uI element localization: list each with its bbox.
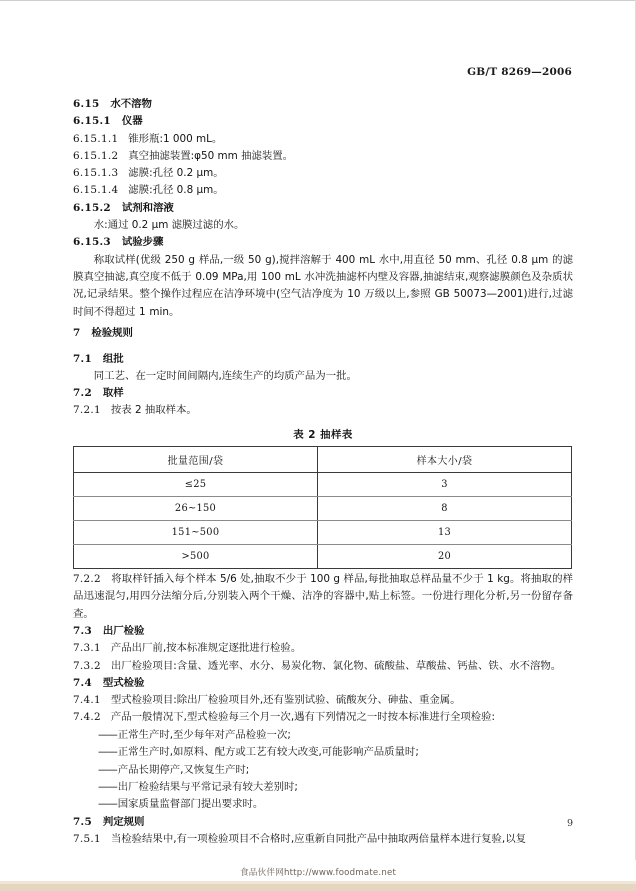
clause-number: 6.15.1.4 [73, 184, 119, 197]
section-heading-6-15 [73, 96, 573, 113]
list-item-label: 产品长期停产,又恢复生产时; [117, 763, 250, 776]
em-dash-marker: —— [98, 746, 117, 759]
clause-7-2-2 [73, 571, 573, 623]
clause-7-5-1 [73, 831, 573, 848]
clause-6-15-3-body: 称取试样(优级 250 g 样品,一级 50 g),搅拌溶解于 400 mL 水中,用直径 50 mm、孔径 0.8 μm 的滤膜真空抽滤,真空度不低于 0.09 MPa,用 100 mL 水冲洗抽滤杯内壁及容器,抽滤结束,观察滤膜颜色及杂质状况,记录结果。整个操作过程应在洁净环境中(空气洁净度为 10 万级以上,参照 GB 50073—2001)进行,过滤时间不得超过 1 min。 [73, 253, 573, 318]
clause-6-15-1-1 [73, 131, 573, 148]
page-header-standard-code: GB/T 8269—2006 [467, 66, 572, 78]
section-title: 水不溶物 [110, 98, 152, 110]
section-number: 6.15 [73, 98, 100, 110]
section-number: 6.15.2 [73, 201, 111, 214]
section-title: 试验步骤 [121, 236, 164, 249]
clause-number: 6.15.1.2 [73, 149, 119, 162]
clause-7-2-1 [73, 402, 573, 419]
table-row [74, 520, 572, 544]
cell-batch-range: ≤25 [74, 472, 318, 496]
section-heading-7-2 [73, 385, 573, 402]
list-item-label: 出厂检验结果与平常记录有较大差别时; [117, 781, 298, 793]
page-edge-top [0, 0, 636, 1]
column-header-batch-range: 批量范围/袋 [74, 446, 318, 472]
list-item-label: 正常生产时,至少每年对产品检验一次; [117, 728, 291, 741]
table-caption: 表 2 抽样表 [293, 428, 353, 441]
page-number: 9 [566, 818, 573, 829]
em-dash-marker: —— [98, 763, 117, 776]
clause-6-15-2-body: 水:通过 0.2 μm 滤膜过滤的水。 [93, 219, 245, 232]
document-content [73, 96, 573, 848]
section-number: 7.1 [73, 352, 92, 365]
em-dash-marker: —— [98, 781, 117, 793]
em-dash-marker: —— [98, 728, 117, 741]
list-item [98, 779, 573, 796]
sampling-table [73, 446, 572, 569]
site-watermark: 食品伙伴网http://www.foodmate.net [239, 868, 397, 878]
section-number: 7.2 [73, 387, 92, 400]
list-item [98, 796, 573, 813]
section-title: 型式检验 [102, 676, 145, 689]
bottom-band [0, 884, 636, 891]
table-header-row [74, 446, 572, 472]
section-heading-7-3 [73, 623, 573, 640]
clause-7-3-1 [73, 640, 573, 657]
clause-text: 滤膜:孔径 0.2 μm。 [128, 167, 224, 180]
list-item-label: 国家质量监督部门提出要求时。 [117, 798, 264, 811]
cell-sample-size: 3 [318, 472, 572, 496]
section-heading-7 [73, 325, 573, 342]
section-title: 试剂和溶液 [121, 201, 174, 214]
clause-6-15-1-3 [73, 165, 573, 182]
section-heading-7-4 [73, 675, 573, 692]
clause-text: 出厂检验项目:含量、透光率、水分、易炭化物、氯化物、硫酸盐、草酸盐、钙盐、铁、水不溶物。 [110, 659, 562, 672]
clause-text: 将取样钎插入每个样本 5/6 处,抽取不少于 100 g 样品,每批抽取总样品量不少于 1 kg。将抽取的样品迅速混匀,用四分法缩分后,分别装入两个干燥、洁净的容器中,贴上标签。一份进行理化分析,另一份留存备查。 [73, 572, 573, 620]
clause-number: 7.3.1 [73, 642, 101, 655]
list-item [98, 727, 573, 744]
em-dash-marker: —— [98, 798, 117, 811]
list-item [98, 744, 573, 761]
clause-7-4-1 [73, 692, 573, 709]
clause-text: 产品出厂前,按本标准规定逐批进行检验。 [110, 642, 302, 655]
section-title: 取样 [102, 387, 124, 400]
clause-number: 6.15.1.1 [73, 132, 119, 145]
section-number: 7.4 [73, 676, 92, 689]
clause-text: 当检验结果中,有一项检验项目不合格时,应重新自同批产品中抽取两倍量样本进行复验,以复 [110, 833, 527, 846]
cell-batch-range: 26~150 [74, 496, 318, 520]
section-heading-6-15-3 [73, 234, 573, 251]
table-row [74, 496, 572, 520]
cell-batch-range: 151~500 [74, 520, 318, 544]
clause-text: 滤膜:孔径 0.8 μm。 [128, 184, 224, 197]
clause-number: 7.2.2 [73, 572, 101, 585]
clause-text: 型式检验项目:除出厂检验项目外,还有鉴别试验、硫酸灰分、砷盐、重金属。 [110, 694, 461, 707]
clause-number: 7.4.2 [73, 711, 101, 724]
clause-text: 按表 2 抽取样本。 [110, 404, 197, 417]
section-number: 7 [73, 327, 81, 340]
clause-text: 锥形瓶:1 000 mL。 [128, 132, 223, 145]
table-row [74, 472, 572, 496]
section-title: 检验规则 [91, 327, 133, 340]
clause-7-3-2 [73, 658, 573, 675]
section-heading-6-15-2 [73, 200, 573, 217]
list-item [98, 762, 573, 779]
cell-sample-size: 13 [318, 520, 572, 544]
clause-7-1-body: 同工艺、在一定时间间隔内,连续生产的均质产品为一批。 [93, 369, 357, 382]
clause-number: 7.3.2 [73, 659, 101, 672]
section-number: 6.15.3 [73, 236, 111, 249]
clause-text: 真空抽滤装置:φ50 mm 抽滤装置。 [128, 149, 294, 162]
section-heading-6-15-1 [73, 113, 573, 130]
section-title: 出厂检验 [102, 625, 145, 637]
list-item-label: 正常生产时,如原料、配方或工艺有较大改变,可能影响产品质量时; [117, 746, 419, 759]
clause-7-4-2 [73, 709, 573, 726]
cell-sample-size: 8 [318, 496, 572, 520]
clause-number: 7.4.1 [73, 694, 101, 707]
clause-6-15-1-4 [73, 182, 573, 199]
section-number: 7.3 [73, 625, 92, 637]
clause-number: 7.2.1 [73, 404, 101, 417]
cell-sample-size: 20 [318, 544, 572, 568]
column-header-sample-size: 样本大小/袋 [318, 446, 572, 472]
clause-number: 7.5.1 [73, 833, 101, 846]
cell-batch-range: >500 [74, 544, 318, 568]
section-number: 7.5 [73, 815, 92, 828]
table-row [74, 544, 572, 568]
clause-number: 6.15.1.3 [73, 167, 119, 180]
section-title: 组批 [102, 352, 124, 365]
section-title: 判定规则 [102, 815, 145, 828]
section-number: 6.15.1 [73, 115, 111, 128]
section-title: 仪器 [121, 115, 143, 128]
clause-text: 产品一般情况下,型式检验每三个月一次,遇有下列情况之一时按本标准进行全项检验: [110, 711, 496, 724]
section-heading-7-1 [73, 351, 573, 368]
clause-6-15-1-2 [73, 148, 573, 165]
